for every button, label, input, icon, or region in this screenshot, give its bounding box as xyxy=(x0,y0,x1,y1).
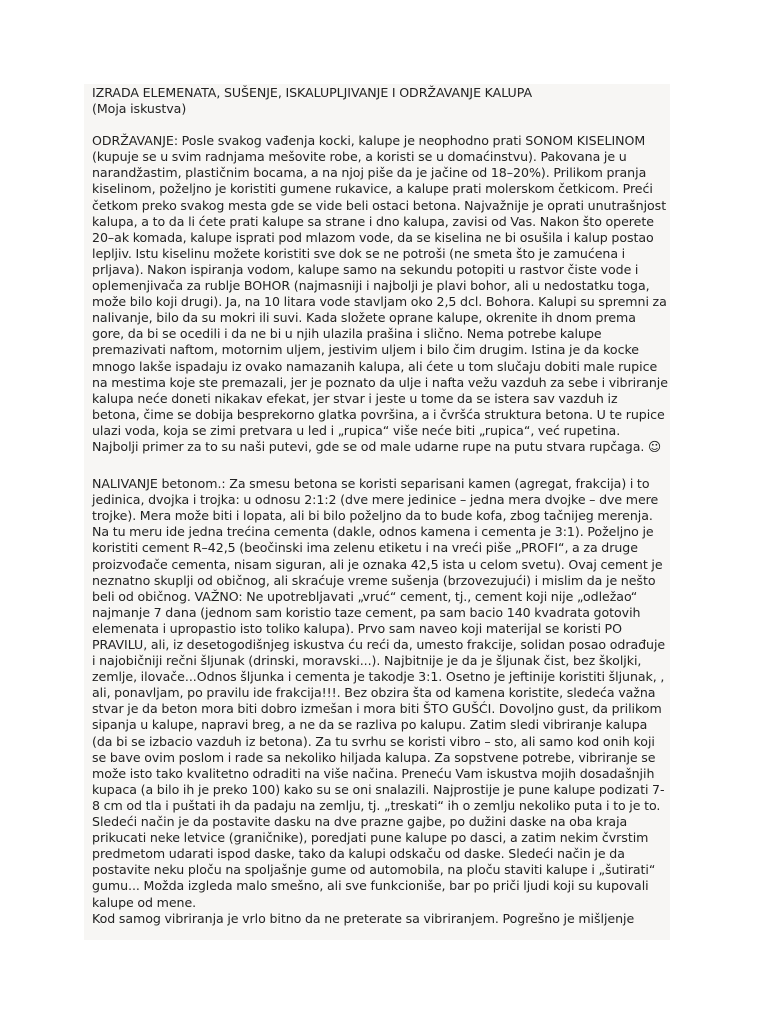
spacer xyxy=(92,455,668,476)
document-subtitle: (Moja iskustva) xyxy=(92,101,187,117)
paragraph-vibriranje: Kod samog vibriranja je vrlo bitno da ne preterate sa vibriranjem. Pogrešno je mišljenje xyxy=(92,910,635,926)
paragraph-odrzavanje: ODRŽAVANJE: Posle svakog vađenja kocki, kalupe je neophodno prati SONOM KISELINOM (kupuje se u svim radnjama mešovite robe, a koristi se u domaćinstvu). Pakovana je u narandžastim, plastičnim bocama, a na njoj piše da je jačine od 18–20%). Prilikom pranja kiselinom, poželjno je koristiti gumene rukavice, a kalupe prati molerskom četkicom. Preći četkom preko svakog mesta gde se vide beli ostaci betona. Najvažnije je oprati unutrašnjost kalupa, a to da li ćete prati kalupe sa strane i dno kalupa, zavisi od Vas. Nakon što operete 20–ak komada, kalupe isprati pod mlazom vode, da se kiselina ne bi osušila i kalup postao lepljiv. Istu kiselinu možete koristiti sve dok se ne potroši (ne smeta što je zamućena i prljava). Nakon ispiranja vodom, kalupe samo na sekundu potopiti u rastvor čiste vode i oplemenjivača za rublje BOHOR (najmasniji i najbolji je plavi bohor, ali u nedostatku toga, može bilo koji drugi). Ja, na 10 litara vode stavljam oko 2,5 dcl. Bohora. Kalupi su spremni za nalivanje, bilo da su mokri ili suvi. Kada složete oprane kalupe, okrenite ih dnom prema gore, da bi se ocedili i da ne bi u njih ulazila prašina i slično. Nema potrebe kalupe premazivati naftom, motornim uljem, jestivim uljem i bilo čim drugim. Istina je da kocke mnogo lakše ispadaju iz ovako namazanih kalupa, ali ćete u tom slučaju dobiti male rupice na mestima koje ste premazali, jer je poznato da ulje i nafta vežu vazduh za sebe i vibriranje kalupa neće doneti nikakav efekat, jer stvar i jeste u tome da se istera sav vazduh iz betona, čime se dobija besprekorno glatka površina, a i čvršća struktura betona. U te rupice ulazi voda, koja se zimi pretvara u led i „rupica“ više neće biti „rupica“, već rupetina. Najbolji primer za to su naši putevi, gde se od male udarne rupe na putu stvara rupčaga. ☺ xyxy=(92,133,668,454)
document-body xyxy=(92,85,668,927)
spacer xyxy=(92,117,668,133)
paragraph-nalivanje: NALIVANJE betonom.: Za smesu betona se koristi separisani kamen (agregat, frakcija) i to jedinica, dvojka i trojka: u odnosu 2:1:2 (dve mere jedinice – jedna mera dvojke – dve mere trojke). Mera može biti i lopata, ali bi bilo poželjno da to bude kofa, zbog tačnijeg merenja. Na tu meru ide jedna trećina cementa (dakle, odnos kamena i cementa je 3:1). Poželjno je koristiti cement R–42,5 (beočinski ima zelenu etiketu i na vreći piše „PROFI“, a za druge proizvođače cementa, nisam siguran, ali je oznaka 42,5 ista u celom svetu). Ovaj cement je neznatno skuplji od običnog, ali skraćuje vreme sušenja (brzovezujući) i mislim da je nešto beli od običnog. VAŽNO: Ne upotrebljavati „vruć“ cement, tj., cement koji nije „odležao“ najmanje 7 dana (jednom sam koristio taze cement, pa sam bacio 140 kvadrata gotovih elemenata i upropastio isto toliko kalupa). Prvo sam naveo koji materijal se koristi PO PRAVILU, ali, iz desetogodišnjeg iskustva ću reći da, umesto frakcije, solidan posao odrađuje i najobičniji rečni šljunak (drinski, moravski...). Najbitnije je da je šljunak čist, bez školjki, zemlje, ilovače...Odnos šljunka i cementa je takodje 3:1. Osetno je jeftinije koristiti šljunak, , ali, ponavljam, po pravilu ide frakcija!!!. Bez obzira šta od kamena koristite, sledeća važna stvar je da beton mora biti dobro izmešan i mora biti ŠTO GUŠĆI. Dovoljno gust, da prilikom sipanja u kalupe, napravi breg, a ne da se razliva po kalupu. Zatim sledi vibriranje kalupa (da bi se izbacio vazduh iz betona). Za tu svrhu se koristi vibro – sto, ali samo kod onih koji se bave ovim poslom i rade sa nekoliko hiljada kalupa. Za sopstvene potrebe, vibriranje se može isto tako kvalitetno odraditi na više načina. Preneću Vam iskustva mojih dosadašnjih kupaca (a bilo ih je preko 100) kako su se oni snalazili. Najprostije je pune kalupe podizati 7-8 cm od tla i puštati ih da padaju na zemlju, tj. „treskati“ ih o zemlju nekoliko puta i to je to. Sledeći način je da postavite dasku na dve prazne gajbe, po dužini daske na oba kraja prikucati neke letvice (graničnike), poredjati pune kalupe po dasci, a zatim nekim čvrstim predmetom udarati ispod daske, tako da kalupi odskaču od daske. Sledeći način je da postavite neku ploču na spoljašnje gume od automobila, na ploču staviti kalupe i „šutirati“ gumu... Možda izgleda malo smešno, ali sve funkcioniše, bar po priči ljudi koji su kupovali kalupe od mene. xyxy=(92,476,666,910)
document-page xyxy=(84,84,670,940)
document-title: IZRADA ELEMENATA, SUŠENJE, ISKALUPLJIVANJE I ODRŽAVANJE KALUPA xyxy=(92,85,533,100)
